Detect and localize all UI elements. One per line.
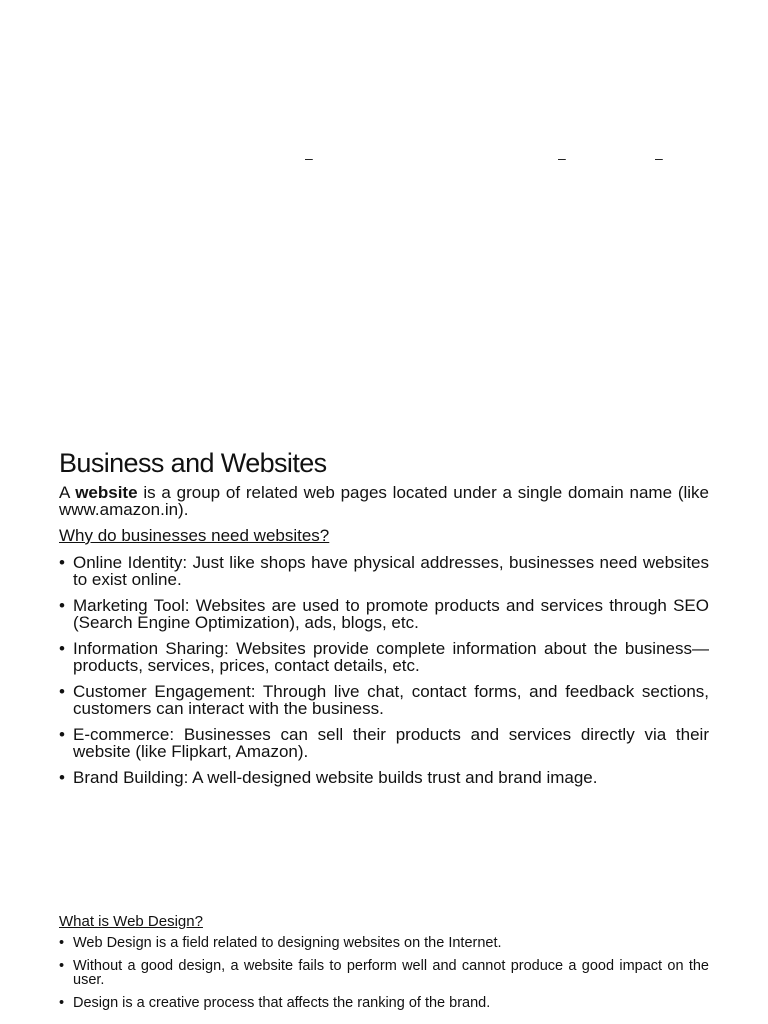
definition-text: is a group of related web pages located under a single domain name (like www.amazon.in). [59,483,709,519]
list-item [59,597,709,631]
list-item [59,959,709,988]
slide-business-websites [59,446,709,795]
list-item [59,640,709,674]
bullet-icon: • [59,553,65,572]
definition-term: website [75,483,138,502]
list-item [59,996,709,1011]
list-item-text: Brand Building: A well-designed website builds trust and brand image. [73,768,598,787]
list-item-text: Marketing Tool: Websites are used to promote products and services through SEO (Search Engine Optimization), ads, blogs, etc. [73,596,709,632]
web-design-list [59,936,709,1010]
website-definition [59,484,709,518]
bullet-icon: • [59,768,65,787]
list-item [59,936,709,951]
header-dash-1: – [305,150,313,166]
bullet-icon: • [59,957,65,974]
list-item-text: Without a good design, a website fails to perform well and cannot produce a good impact on the user. [73,957,709,988]
bullet-icon: • [59,639,65,658]
list-item-text: E-commerce: Businesses can sell their products and services directly via their website (like Flipkart, Amazon). [73,725,709,761]
question-heading: Why do businesses need websites? [59,526,330,545]
definition-prefix: A [59,483,76,502]
reasons-list [59,554,709,786]
bullet-icon: • [59,682,65,701]
list-item-text: Design is a creative process that affects the ranking of the brand. [73,994,491,1011]
bullet-icon: • [59,935,65,951]
bullet-icon: • [59,994,65,1011]
bullet-icon: • [59,596,65,615]
slide-title: Business and Websites [59,448,327,478]
slide-web-design [59,913,709,1018]
list-item-text: Web Design is a field related to designing websites on the Internet. [73,935,502,951]
list-item [59,683,709,717]
list-item-text: Online Identity: Just like shops have physical addresses, businesses need websites to exist online. [73,553,709,589]
list-item [59,726,709,760]
list-item [59,554,709,588]
header-dash-3: – [655,150,663,166]
list-item-text: Customer Engagement: Through live chat, contact forms, and feedback sections, customers can interact with the business. [73,682,709,718]
question-heading: What is Web Design? [59,913,203,930]
header-dash-2: – [558,150,566,166]
list-item [59,769,709,786]
list-item-text: Information Sharing: Websites provide complete information about the business—products, services, prices, contact details, etc. [73,639,709,675]
bullet-icon: • [59,725,65,744]
